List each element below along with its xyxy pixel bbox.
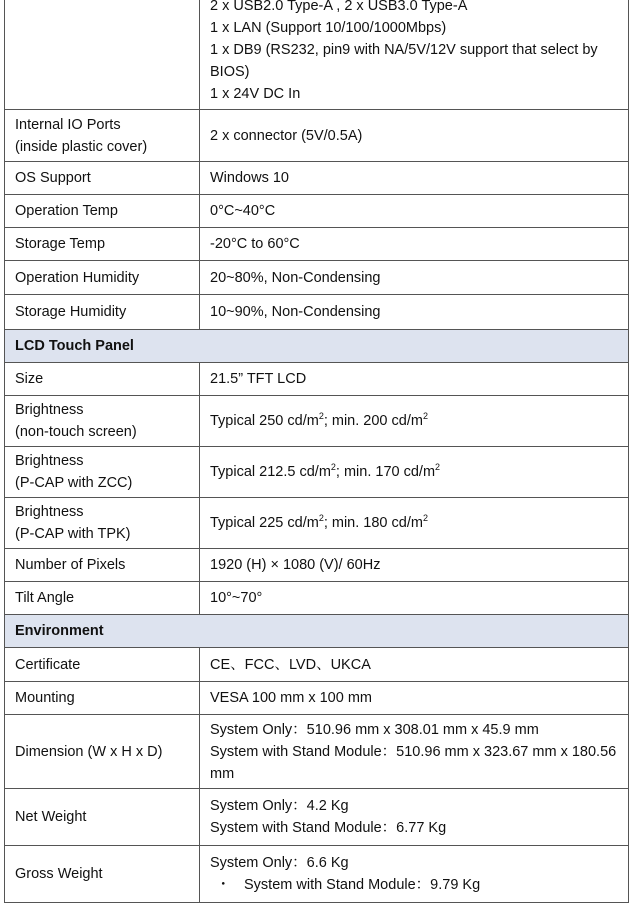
row-value: 10°~70° (200, 582, 629, 615)
section-header-lcd (5, 330, 629, 363)
table-row (5, 228, 629, 261)
row-value: System Only：510.96 mm x 308.01 mm x 45.9 mm System with Stand Module：510.96 mm x 323.67 mm x 180.56 mm (200, 715, 629, 789)
row-value: 20~80%, Non-Condensing (200, 261, 629, 295)
table-row (5, 582, 629, 615)
table-row (5, 549, 629, 582)
row-value: 0°C~40°C (200, 195, 629, 228)
row-value (200, 0, 629, 110)
row-label: Operation Temp (5, 195, 200, 228)
table-row (5, 363, 629, 396)
row-label: Mounting (5, 682, 200, 715)
row-value: CE、FCC、LVD、UKCA (200, 648, 629, 682)
row-value: VESA 100 mm x 100 mm (200, 682, 629, 715)
row-value: Typical 225 $cd/m^2$; min. 180 $cd/m^2$ (200, 498, 629, 549)
row-label (5, 0, 200, 110)
table-row (5, 162, 629, 195)
row-label: Dimension (W x H x D) (5, 715, 200, 789)
section-title: Environment (5, 615, 629, 648)
table-row (5, 396, 629, 447)
bullet-icon: ・ (216, 877, 231, 893)
io-port-usb: 2 x USB2.0 Type-A , 2 x USB3.0 Type-A (210, 0, 468, 14)
row-value: Typical 212.5 $cd/m^2$; min. 170 $cd/m^2$ (200, 447, 629, 498)
row-label: Certificate (5, 648, 200, 682)
row-value: Typical 250 $cd/m^2$; min. 200 $cd/m^2$ (200, 396, 629, 447)
row-label: Brightness (non-touch screen) (5, 396, 200, 447)
row-label: Net Weight (5, 789, 200, 846)
table-row (5, 498, 629, 549)
row-label: Storage Humidity (5, 295, 200, 330)
row-label: Brightness (P-CAP with TPK) (5, 498, 200, 549)
io-port-lan: 1 x LAN (Support 10/100/1000Mbps) (210, 20, 447, 36)
row-label: Storage Temp (5, 228, 200, 261)
row-label: OS Support (5, 162, 200, 195)
section-header-environment (5, 615, 629, 648)
table-row (5, 682, 629, 715)
io-port-db9: 1 x DB9 (RS232, pin9 with NA/5V/12V support that select by BIOS) (210, 42, 598, 80)
table-row (5, 648, 629, 682)
row-label: Brightness (P-CAP with ZCC) (5, 447, 200, 498)
table-row (5, 195, 629, 228)
table-row (5, 0, 629, 110)
table-row (5, 110, 629, 162)
io-port-dc-in: 1 x 24V DC In (210, 86, 301, 102)
row-value: System Only：6.6 Kg ・ System with Stand Module：9.79 Kg (200, 846, 629, 903)
table-row (5, 715, 629, 789)
row-label: Number of Pixels (5, 549, 200, 582)
row-label: Tilt Angle (5, 582, 200, 615)
row-label: Size (5, 363, 200, 396)
row-value: Windows 10 (200, 162, 629, 195)
row-label: Internal IO Ports (inside plastic cover) (5, 110, 200, 162)
row-value: 1920 (H) × 1080 (V)/ 60Hz (200, 549, 629, 582)
row-value: 21.5” TFT LCD (200, 363, 629, 396)
table-row (5, 447, 629, 498)
table-row (5, 295, 629, 330)
row-value: System Only：4.2 Kg System with Stand Module：6.77 Kg (200, 789, 629, 846)
table-row (5, 261, 629, 295)
row-label: Gross Weight (5, 846, 200, 903)
table-row (5, 789, 629, 846)
row-value: 2 x connector (5V/0.5A) (200, 110, 629, 162)
row-label: Operation Humidity (5, 261, 200, 295)
row-value: 10~90%, Non-Condensing (200, 295, 629, 330)
spec-table (4, 0, 629, 903)
section-title: LCD Touch Panel (5, 330, 629, 363)
table-row (5, 846, 629, 903)
row-value: -20°C to 60°C (200, 228, 629, 261)
